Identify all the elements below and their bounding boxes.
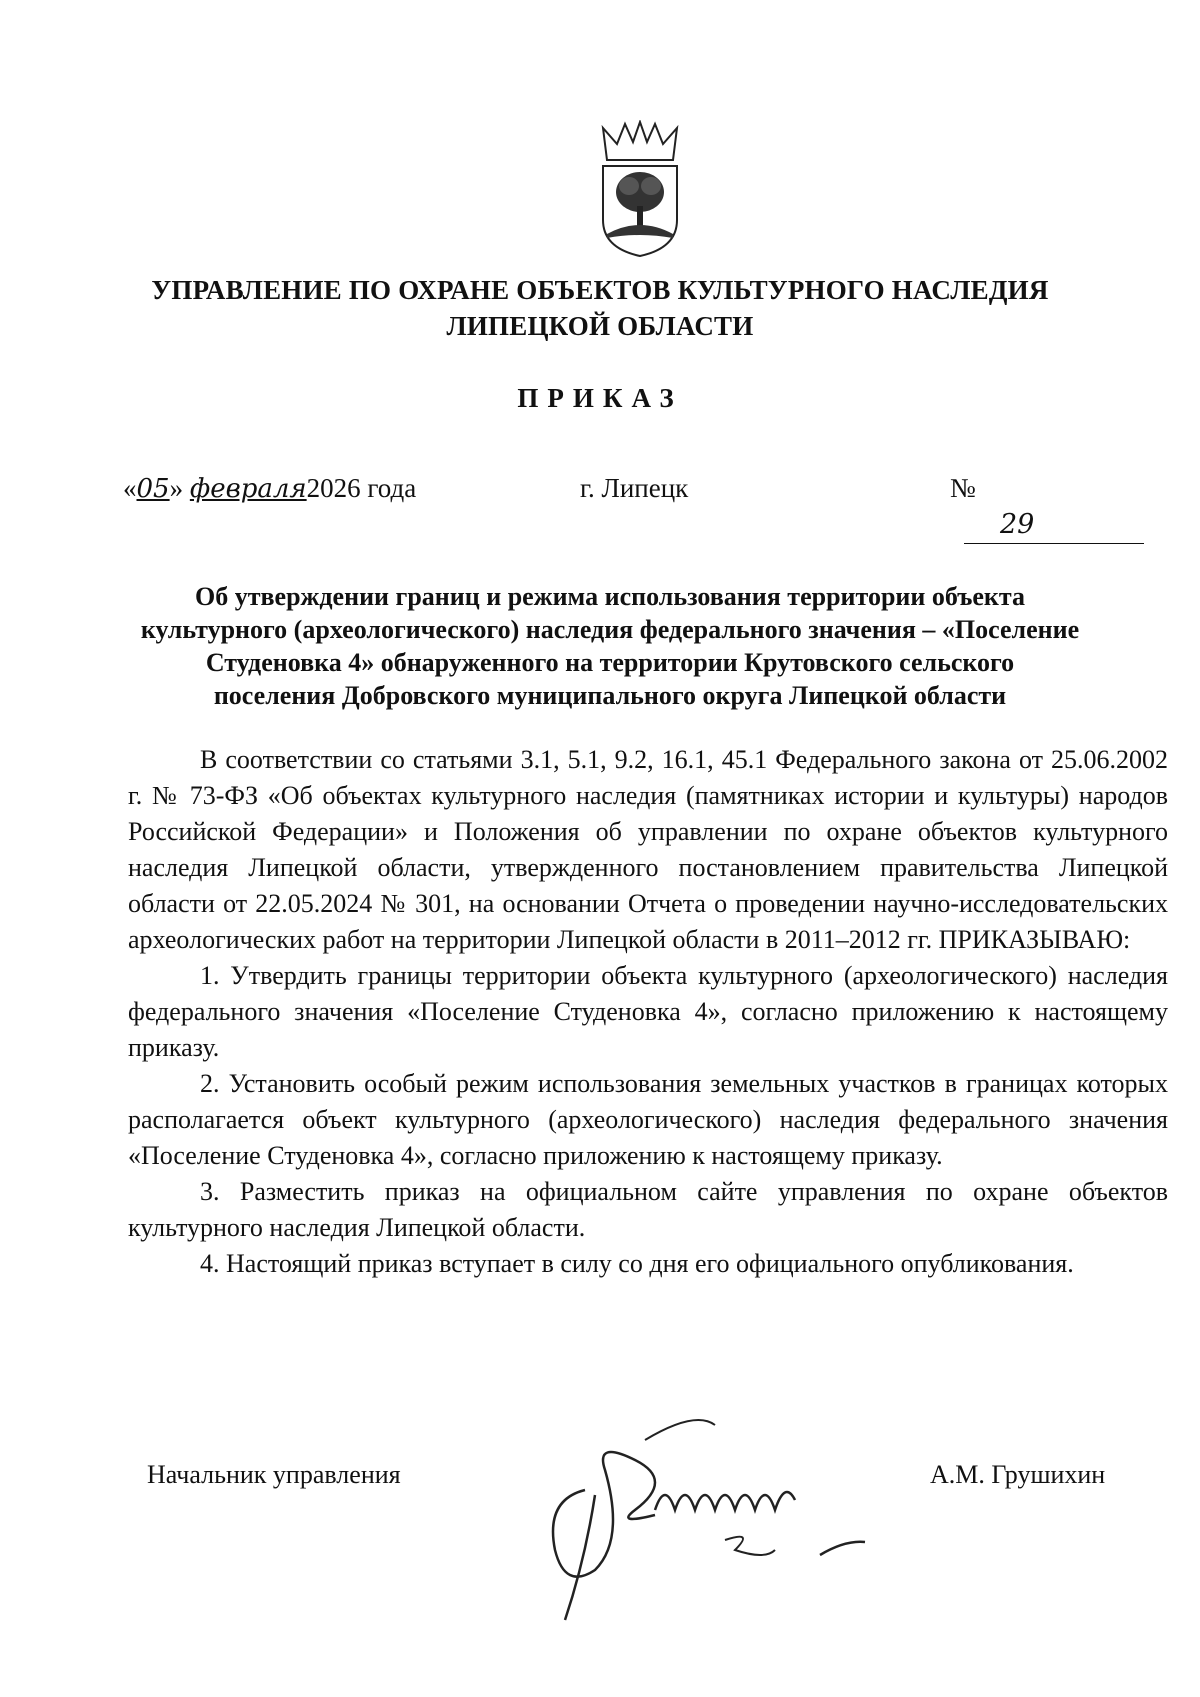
date-month-handwritten: февраля <box>189 474 307 504</box>
subject-line: поселения Добровского муниципального округа Липецкой области <box>213 681 1007 710</box>
date-open-quote: « <box>123 473 137 503</box>
signatory-name: А.М. Грушихин <box>930 1460 1106 1489</box>
date-year: 2026 года <box>306 473 417 503</box>
subject-line: культурного (археологического) наследия федерального значения – «Поселение <box>140 615 1080 644</box>
org-name-line1: УПРАВЛЕНИЕ ПО ОХРАНЕ ОБЪЕКТОВ КУЛЬТУРНОГО НАСЛЕДИЯ <box>151 275 1049 305</box>
order-item-3: 3. Разместить приказ на официальном сайте управления по охране объектов культурного наследия Липецкой области. <box>128 1177 1168 1242</box>
signatory-position: Начальник управления <box>147 1460 401 1489</box>
date-day-handwritten: 05 <box>136 474 170 504</box>
document-number <box>950 470 1168 544</box>
document-date <box>123 470 416 507</box>
org-name-line2: ЛИПЕЦКОЙ ОБЛАСТИ <box>446 311 754 341</box>
number-value-handwritten: 29 <box>964 507 1144 544</box>
number-label: № <box>950 473 976 503</box>
preamble-paragraph: В соответствии со статьями 3.1, 5.1, 9.2, 16.1, 45.1 Федерального закона от 25.06.2002 г. № 73-ФЗ «Об объектах культурного наследия (памятниках истории и культуры) народов Российской Федерации» и Положения об управлении по охране объектов культурного наследия Липецкой области, утвержденного постановлением правительства Липецкой области от 22.05.2024 № 301, на основании Отчета о проведении научно-исследовательских археологических работ на территории Липецкой области в 2011–2012 гг. ПРИКАЗЫВАЮ: <box>128 745 1168 954</box>
document-body <box>128 742 1168 1282</box>
document-city: г. Липецк <box>580 473 689 503</box>
document-type: ПРИКАЗ <box>517 383 683 413</box>
date-close-quote: » <box>169 473 184 503</box>
order-item-4: 4. Настоящий приказ вступает в силу со дня его официального опубликования. <box>200 1249 1074 1278</box>
subject-line: Студеновка 4» обнаруженного на территории Крутовского сельского <box>205 648 1015 677</box>
order-item-2: 2. Установить особый режим использования земельных участков в границах которых располагается объект культурного (археологического) наследия федерального значения «Поселение Студеновка 4», согласно приложению к настоящему приказу. <box>128 1069 1168 1170</box>
subject-line: Об утверждении границ и режима использования территории объекта <box>195 582 1025 611</box>
document-subject <box>120 580 1100 712</box>
coat-of-arms-icon <box>595 120 685 260</box>
handwritten-signature-icon <box>525 1400 925 1630</box>
order-item-1: 1. Утвердить границы территории объекта культурного (археологического) наследия федерального значения «Поселение Студеновка 4», согласно приложению к настоящему приказу. <box>128 961 1168 1062</box>
